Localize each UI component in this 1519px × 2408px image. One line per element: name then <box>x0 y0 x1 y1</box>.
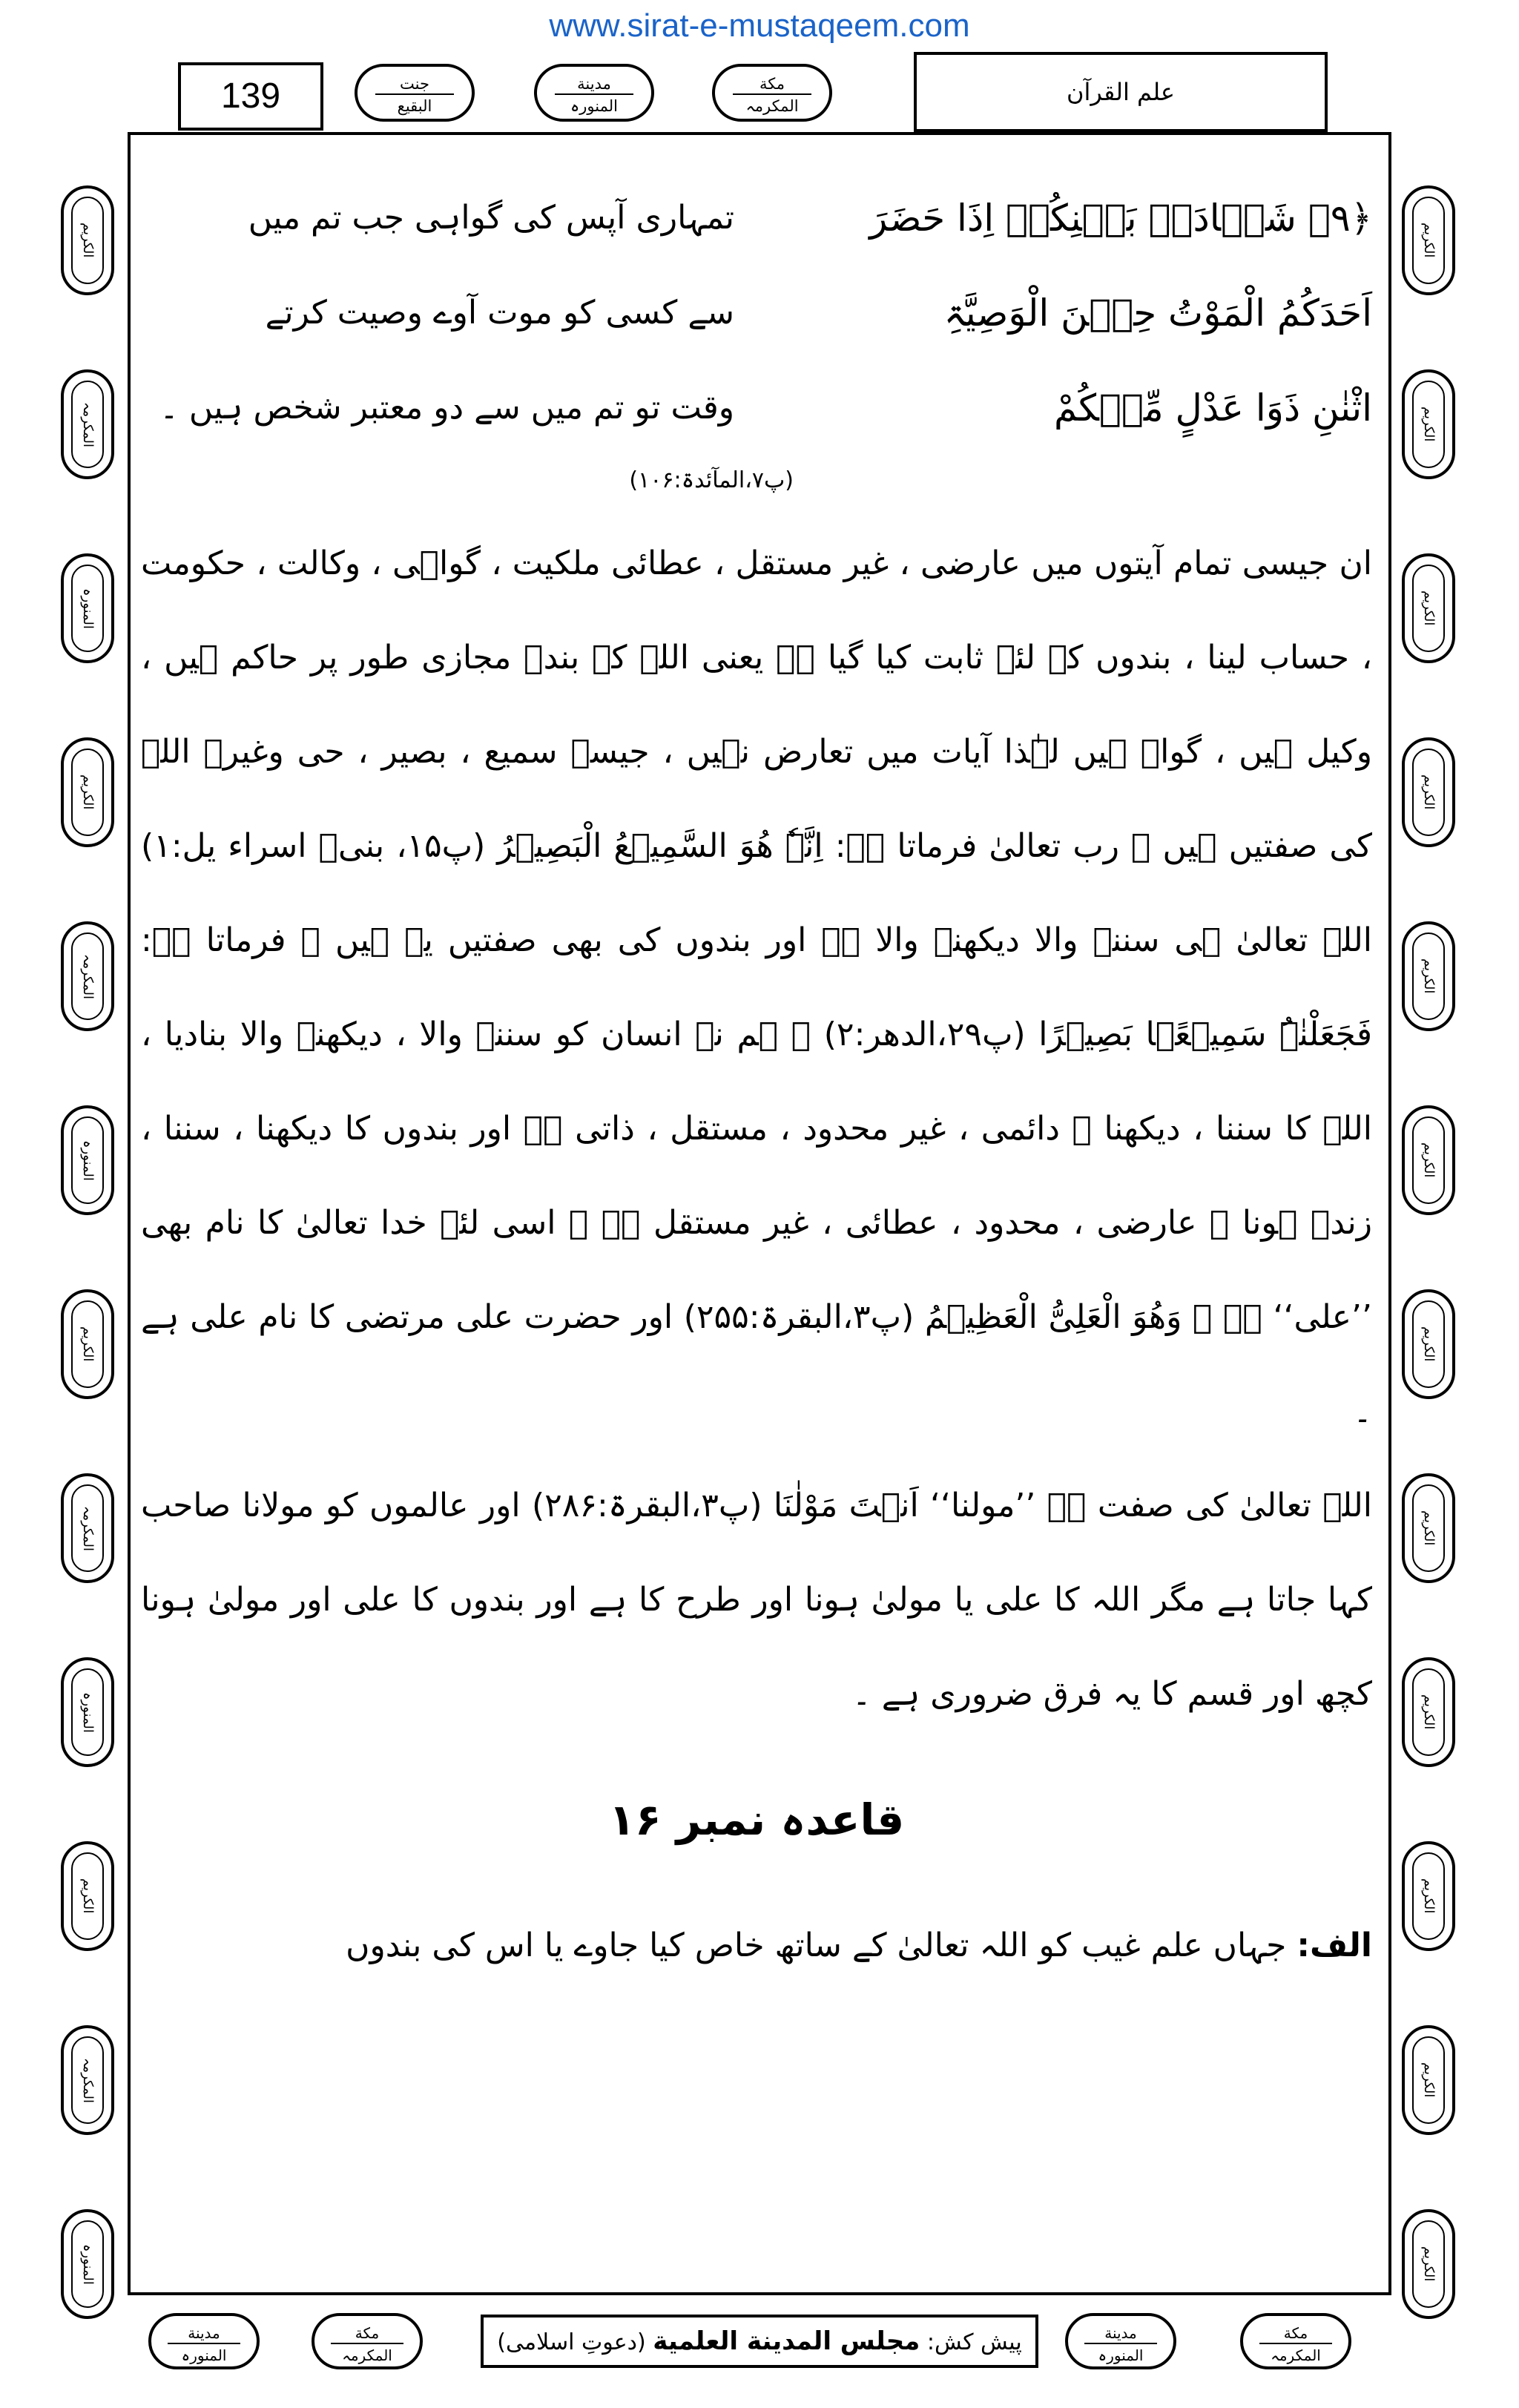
ornament-text: الکریم <box>1412 565 1445 652</box>
ornament-cartouche <box>61 1657 114 1767</box>
verse-translation <box>141 171 734 455</box>
ornament-cartouche <box>1402 921 1455 1031</box>
seal-line2: المکرمہ <box>745 97 799 115</box>
footer-seal-makkah <box>1240 2313 1351 2369</box>
ornament-text: الکریم <box>1412 749 1445 836</box>
ornament-cartouche <box>61 1105 114 1215</box>
verse-arabic <box>779 171 1372 455</box>
seal-line2: المنورہ <box>570 97 618 115</box>
page-number: 139 <box>178 62 323 131</box>
ornament-cartouche <box>1402 1289 1455 1399</box>
right-ornament-column <box>1402 185 1458 2393</box>
ornament-text: الکریم <box>71 1300 104 1388</box>
paragraph: ان جیسی تمام آیتوں میں عارضی ، غیر مستقل ، عطائی ملکیت ، گواہی ، وکالت ، حکومت ، حساب لینا ، بندوں کے لئے ثابت کیا گیا ہے یعنی اللہ کے بندے مجازی طور پر حاکم ہیں ، وکیل ہیں ، گواہ ہیں لہٰذا آیات میں تعارض نہیں ، جیسے سمیع ، بصیر ، حی وغیرہ اللہ کی صفتیں ہیں ۔ رب تعالیٰ فرماتا ہے: اِنَّہٗ ھُوَ السَّمِیۡعُ الْبَصِیۡرُ (پ۱۵، بنیۤ اسراء یل:۱) اللہ تعالیٰ ہی سننے والا دیکھنے والا ہے اور بندوں کی بھی صفتیں یہ ہیں ۔ فرماتا ہے: فَجَعَلْنٰہُ سَمِیۡعًۢا بَصِیۡرًا (پ۲۹،الدھر:۲) ۔ ہم نے انسان کو سننے والا ، دیکھنے والا بنادیا ، اللہ کا سننا ، دیکھنا ۔ دائمی ، غیر محدود ، مستقل ، ذاتی ہے اور بندوں کا دیکھنا ، سننا ، زندہ ہونا ۔ عارضی ، محدود ، عطائی ، غیر مستقل ہے ۔ اسی لئے خدا تعالیٰ کا نام بھی ’’علی‘‘ ہے ۔ وَھُوَ الْعَلِیُّ الْعَظِیۡمُ (پ۳،البقرۃ:۲۵۵) اور حضرت علی مرتضی کا نام علی ہے ۔ <box>141 545 1373 1430</box>
seal-line2: المنورہ <box>181 2346 227 2364</box>
presenter-name: مجلس المدینة العلمیة <box>653 2326 920 2356</box>
ornament-text: الکریم <box>1412 1300 1445 1388</box>
ornament-cartouche <box>61 2025 114 2135</box>
seal-line1: مکة <box>331 2323 403 2344</box>
site-url[interactable]: www.sirat-e-mustaqeem.com <box>549 7 970 44</box>
ornament-cartouche <box>1402 1473 1455 1583</box>
ornament-cartouche <box>1402 1657 1455 1767</box>
seal-line1: مدینة <box>555 74 633 95</box>
body-text <box>141 516 1372 1741</box>
seal-line2: المنورہ <box>1098 2346 1144 2364</box>
seal-line1: مدینة <box>168 2323 240 2344</box>
presenter-prefix: پیش کش: <box>926 2329 1022 2355</box>
ornament-text: الکریم <box>1412 2220 1445 2308</box>
ornament-text: الکریم <box>1412 1484 1445 1572</box>
seal-line2: المکرمہ <box>342 2346 392 2364</box>
verse-translation-line: تمہاری آپس کی گواہی جب تم میں <box>248 199 734 237</box>
ornament-text: المنورہ <box>71 2220 104 2308</box>
ornament-cartouche <box>61 737 114 847</box>
ornament-cartouche <box>61 185 114 295</box>
verse-block <box>141 171 1372 455</box>
footer-seal-madina <box>1065 2313 1176 2369</box>
seal-line1: مکة <box>1259 2323 1332 2344</box>
rule-text <box>141 1901 1372 1990</box>
ornament-text: الکریم <box>71 749 104 836</box>
seal-line2: البقیع <box>397 97 432 115</box>
seal-madina <box>534 64 654 122</box>
ornament-cartouche <box>1402 553 1455 663</box>
book-title: علم القرآن <box>914 52 1328 132</box>
ornament-text: الکریم <box>1412 1116 1445 1204</box>
ornament-text: الکریم <box>1412 197 1445 284</box>
verse-arabic-line: اثْنٰنِ ذَوَا عَدْلٍ مِّنۡکُمْ <box>1053 386 1372 430</box>
seal-line2: المکرمہ <box>1271 2346 1321 2364</box>
ornament-text: الکریم <box>71 1852 104 1940</box>
ornament-cartouche <box>61 921 114 1031</box>
rule-label: الف: <box>1296 1927 1372 1964</box>
ornament-text: المنورہ <box>71 1116 104 1204</box>
ornament-text: المکرمہ <box>71 932 104 1020</box>
verse-arabic-line: ﴿۹﴾ شَہَادَۃُ بَیۡنِکُمۡ اِذَا حَضَرَ <box>869 197 1372 240</box>
footer <box>0 2313 1519 2380</box>
ornament-cartouche <box>61 2209 114 2319</box>
paragraph: اللہ تعالیٰ کی صفت ہے ’’مولنا‘‘ اَنۡتَ مَوْلٰنَا (پ۳،البقرۃ:۲۸۶) اور عالموں کو مولانا صاحب کہا جاتا ہے مگر اللہ کا علی یا مولیٰ ہونا اور طرح کا ہے اور بندوں کا علی اور مولیٰ ہونا کچھ اور قسم کا یہ فرق ضروری ہے ۔ <box>141 1487 1372 1713</box>
ornament-text: الکریم <box>71 197 104 284</box>
footer-seal-madina <box>148 2313 260 2369</box>
presenter-box <box>481 2315 1038 2368</box>
ornament-cartouche <box>1402 1105 1455 1215</box>
ornament-text: المکرمہ <box>71 381 104 468</box>
verse-arabic-line: اَحَدَکُمُ الْمَوْتُ حِیۡنَ الْوَصِیَّۃِ <box>943 292 1372 335</box>
ornament-cartouche <box>61 1841 114 1951</box>
seal-jannat-ul-baqi <box>355 64 475 122</box>
ornament-text: المکرمہ <box>71 1484 104 1572</box>
footer-seal-makkah <box>312 2313 423 2369</box>
ornament-cartouche <box>61 1289 114 1399</box>
ornament-cartouche <box>61 369 114 479</box>
ornament-cartouche <box>1402 2209 1455 2319</box>
verse-translation-line: وقت تو تم میں سے دو معتبر شخص ہیں ۔ <box>159 389 734 427</box>
left-ornament-column <box>61 185 117 2393</box>
ornament-text: الکریم <box>1412 1668 1445 1756</box>
ornament-cartouche <box>1402 369 1455 479</box>
presenter-suffix: (دعوتِ اسلامی) <box>497 2329 646 2355</box>
ornament-text: المنورہ <box>71 1668 104 1756</box>
ornament-text: الکریم <box>1412 932 1445 1020</box>
ornament-cartouche <box>61 553 114 663</box>
ornament-text: المکرمہ <box>71 2036 104 2124</box>
seal-makkah <box>712 64 832 122</box>
ornament-cartouche <box>1402 737 1455 847</box>
ornament-cartouche <box>1402 2025 1455 2135</box>
rule-body: جہاں علم غیب کو اللہ تعالیٰ کے ساتھ خاص کیا جاوے یا اس کی بندوں <box>346 1927 1287 1964</box>
seal-line1: مکة <box>733 74 811 95</box>
seal-line1: جنت <box>375 74 454 95</box>
ornament-cartouche <box>61 1473 114 1583</box>
rule-heading: قاعدہ نمبر ۱۶ <box>608 1795 905 1845</box>
seal-line1: مدینة <box>1084 2323 1157 2344</box>
verse-translation-line: سے کسی کو موت آوے وصیت کرتے <box>265 294 734 332</box>
ornament-cartouche <box>1402 1841 1455 1951</box>
ornament-cartouche <box>1402 185 1455 295</box>
ornament-text: الکریم <box>1412 1852 1445 1940</box>
ornament-text: الکریم <box>1412 2036 1445 2124</box>
ornament-text: الکریم <box>1412 381 1445 468</box>
page-content <box>141 171 1372 1990</box>
ornament-text: المنورہ <box>71 565 104 652</box>
verse-reference: (پ۷،المآئدۃ:۱۰۶) <box>629 467 794 493</box>
